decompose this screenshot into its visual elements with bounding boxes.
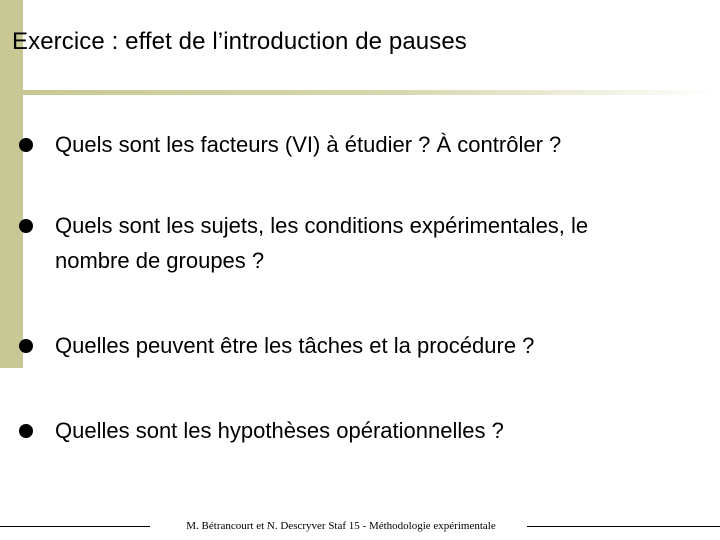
bullet-dot-icon [19,339,33,353]
bullet-dot-icon [19,138,33,152]
bullet-text: Quelles peuvent être les tâches et la procédure ? [55,333,535,358]
bullet-item [18,328,708,363]
slide-title: Exercice : effet de l’introduction de pauses [12,28,467,55]
title-underline-bar [23,90,720,95]
footer-divider-left [0,526,150,527]
bullet-text: Quels sont les facteurs (VI) à étudier ? À contrôler ? [55,132,562,157]
bullet-item [18,127,708,162]
bullet-text: Quelles sont les hypothèses opérationnelles ? [55,418,504,443]
bullet-dot-icon [19,219,33,233]
bullet-item [18,413,708,448]
footer-divider-right [527,526,720,527]
bullet-text: Quels sont les sujets, les conditions expérimentales, le nombre de groupes ? [55,213,589,273]
bullet-item [18,208,708,278]
slide-footer: M. Bétrancourt et N. Descryver Staf 15 - Méthodologie expérimentale [186,520,496,532]
bullet-dot-icon [19,424,33,438]
